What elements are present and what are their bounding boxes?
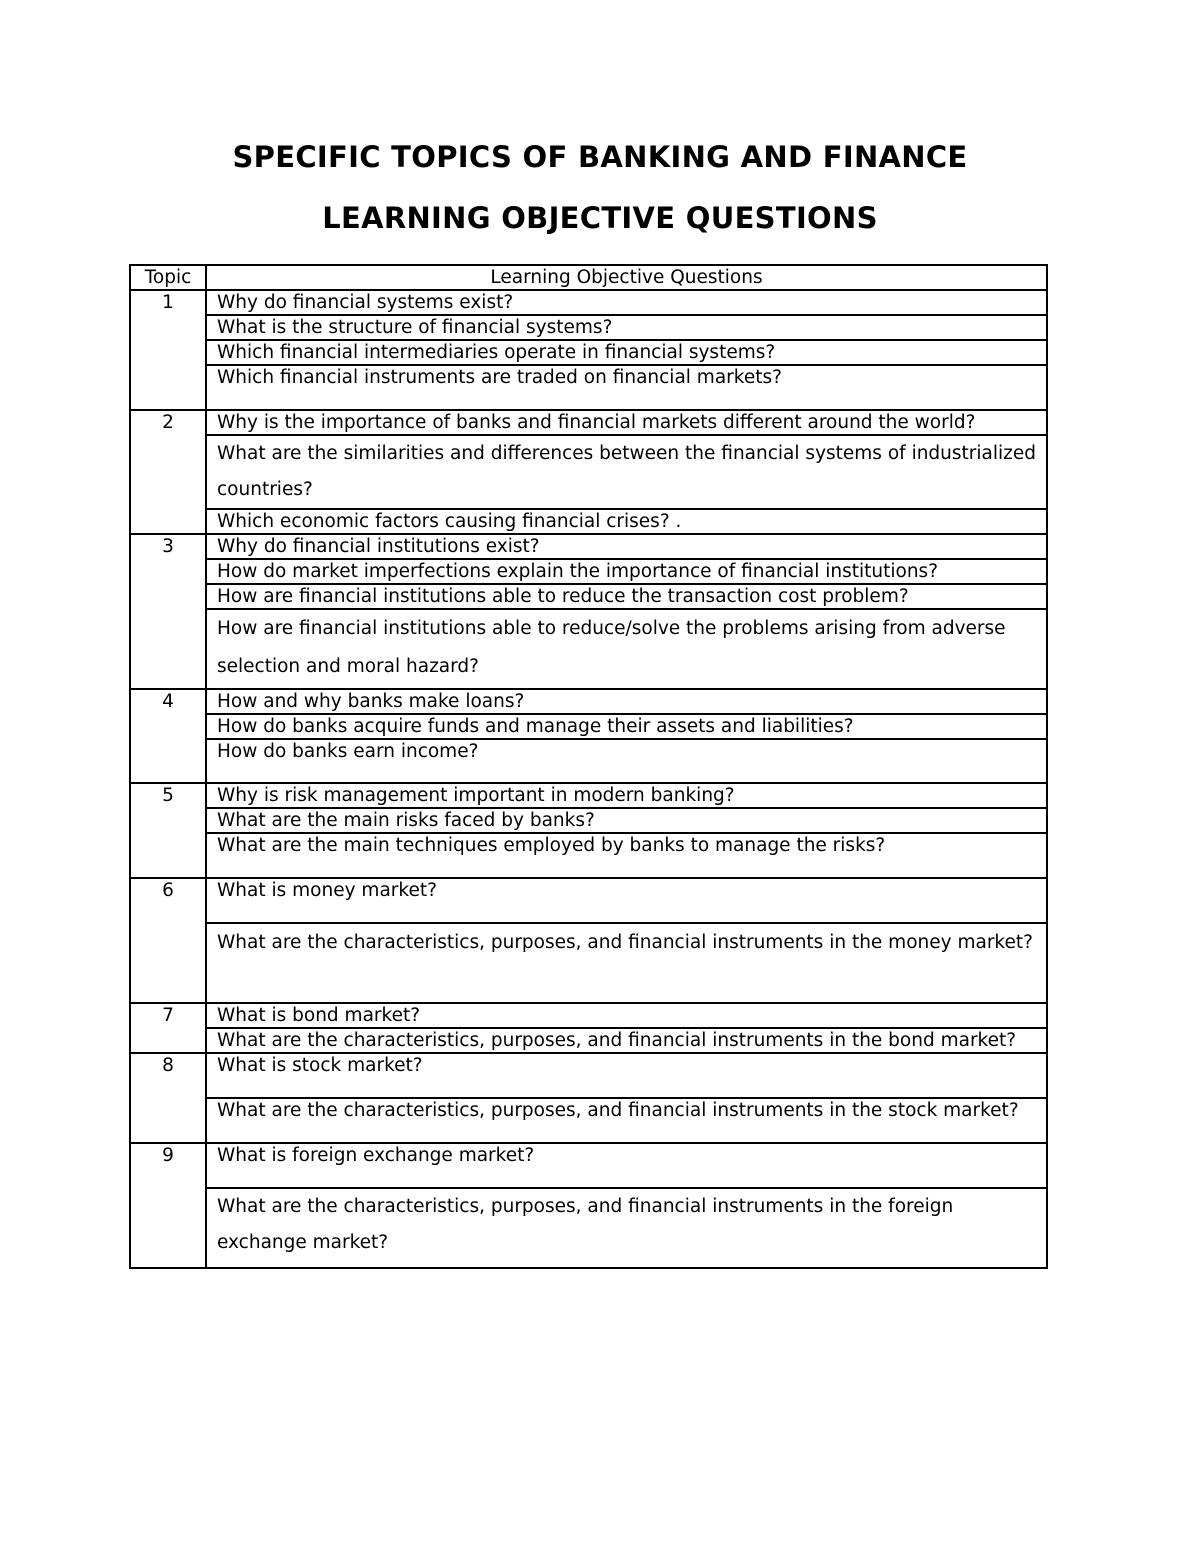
table-row — [130, 290, 1047, 315]
question-cell: How and why banks make loans? — [206, 689, 1047, 714]
table-row — [130, 1028, 1047, 1053]
question-cell: How are financial institutions able to reduce the transaction cost problem? — [206, 584, 1047, 609]
question-cell: Which financial intermediaries operate in financial systems? — [206, 340, 1047, 365]
question-cell: What are the similarities and differences between the financial systems of industrialized countries? — [206, 435, 1047, 509]
table-row — [130, 410, 1047, 435]
table-row — [130, 878, 1047, 923]
question-cell: What are the characteristics, purposes, and financial instruments in the bond market? — [206, 1028, 1047, 1053]
topic-number: 8 — [130, 1053, 206, 1143]
question-cell: Why do financial systems exist? — [206, 290, 1047, 315]
question-cell: Why is risk management important in modern banking? — [206, 783, 1047, 808]
document-subtitle: LEARNING OBJECTIVE QUESTIONS — [322, 201, 878, 235]
table-row — [130, 739, 1047, 783]
topic-number: 7 — [130, 1003, 206, 1053]
table-row — [130, 559, 1047, 584]
table-row — [130, 584, 1047, 609]
document-title: SPECIFIC TOPICS OF BANKING AND FINANCE — [232, 140, 968, 174]
column-header-questions: Learning Objective Questions — [206, 265, 1047, 290]
topic-number: 5 — [130, 783, 206, 878]
question-cell: What is the structure of financial systems? — [206, 315, 1047, 340]
question-cell: How do banks earn income? — [206, 739, 1047, 783]
table-row — [130, 1053, 1047, 1098]
table-row — [130, 365, 1047, 410]
table-row — [130, 534, 1047, 559]
table-row — [130, 315, 1047, 340]
question-cell: Why do financial institutions exist? — [206, 534, 1047, 559]
question-cell: What is bond market? — [206, 1003, 1047, 1028]
question-cell: What are the main risks faced by banks? — [206, 808, 1047, 833]
question-cell: What is stock market? — [206, 1053, 1047, 1098]
topic-number: 3 — [130, 534, 206, 689]
table-row — [130, 1098, 1047, 1143]
learning-objectives-table — [129, 264, 1048, 1269]
table-row — [130, 689, 1047, 714]
table-row — [130, 1003, 1047, 1028]
table-row — [130, 833, 1047, 878]
table-row — [130, 783, 1047, 808]
table-row — [130, 340, 1047, 365]
table-row — [130, 714, 1047, 739]
question-cell: Why is the importance of banks and financial markets different around the world? — [206, 410, 1047, 435]
question-cell: How do market imperfections explain the importance of financial institutions? — [206, 559, 1047, 584]
question-cell: What are the characteristics, purposes, and financial instruments in the foreign exchange market? — [206, 1188, 1047, 1268]
question-cell: What is money market? — [206, 878, 1047, 923]
question-cell: Which financial instruments are traded on financial markets? — [206, 365, 1047, 410]
table-header-row — [130, 265, 1047, 290]
table-row — [130, 609, 1047, 689]
table-row — [130, 1188, 1047, 1268]
question-cell: How do banks acquire funds and manage their assets and liabilities? — [206, 714, 1047, 739]
column-header-topic: Topic — [130, 265, 206, 290]
table-row — [130, 435, 1047, 509]
table-row — [130, 923, 1047, 1003]
question-cell: What are the characteristics, purposes, and financial instruments in the money market? — [206, 923, 1047, 1003]
question-cell: What are the characteristics, purposes, and financial instruments in the stock market? — [206, 1098, 1047, 1143]
question-cell: What is foreign exchange market? — [206, 1143, 1047, 1188]
topic-number: 2 — [130, 410, 206, 534]
topic-number: 1 — [130, 290, 206, 410]
question-cell: What are the main techniques employed by banks to manage the risks? — [206, 833, 1047, 878]
topic-number: 9 — [130, 1143, 206, 1268]
question-cell: How are financial institutions able to reduce/solve the problems arising from adverse selection and moral hazard? — [206, 609, 1047, 689]
table-row — [130, 808, 1047, 833]
table-row — [130, 1143, 1047, 1188]
topic-number: 4 — [130, 689, 206, 783]
question-cell: Which economic factors causing financial crises? . — [206, 509, 1047, 534]
topic-number: 6 — [130, 878, 206, 1003]
table-row — [130, 509, 1047, 534]
